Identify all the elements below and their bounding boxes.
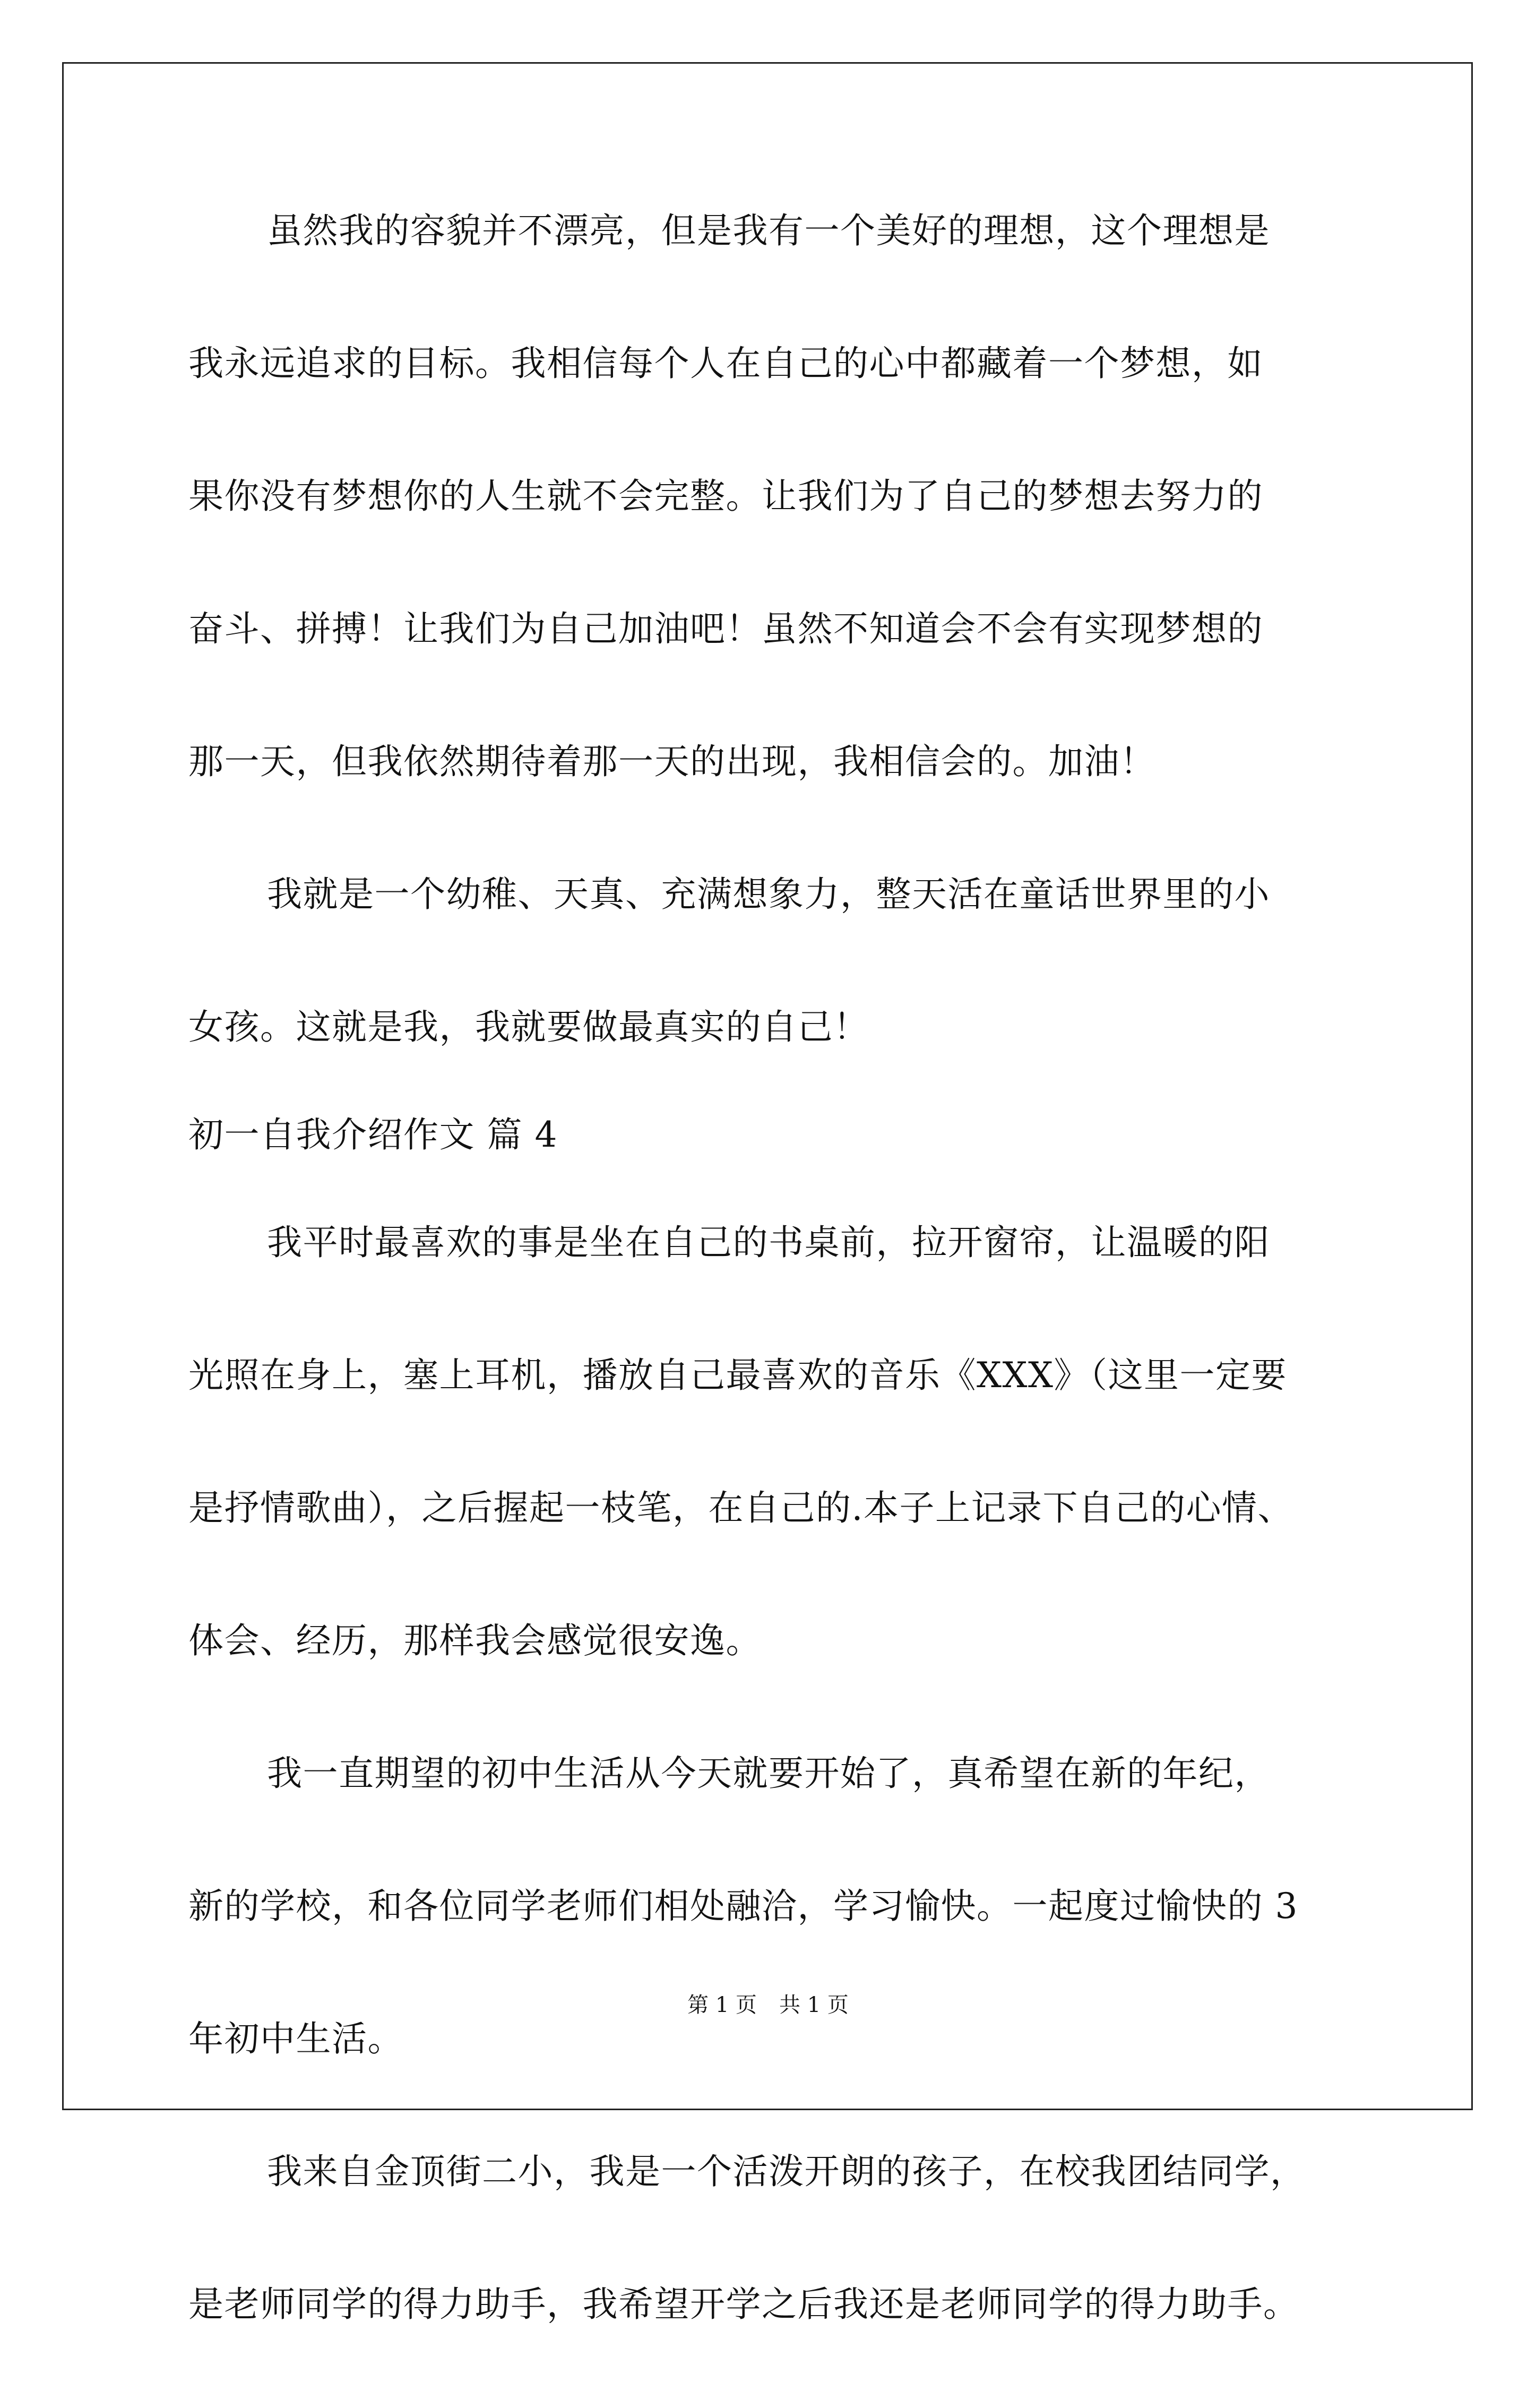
text-line: 光照在身上，塞上耳机，播放自己最喜欢的音乐《XXX》（这里一定要 (188, 1355, 1287, 1396)
section-heading: 初一自我介绍作文 篇 4 (188, 1114, 558, 1155)
text-line: 我平时最喜欢的事是坐在自己的书桌前，拉开窗帘，让温暖的阳 (267, 1222, 1270, 1263)
text-line: 奋斗、拼搏！让我们为自己加油吧！虽然不知道会不会有实现梦想的 (188, 608, 1263, 649)
page-total: 共 1 页 (779, 1993, 849, 2017)
text-line: 年初中生活。 (188, 2018, 403, 2059)
text-line: 是老师同学的得力助手，我希望开学之后我还是老师同学的得力助手。 (188, 2284, 1299, 2325)
page-footer (0, 1988, 1536, 2018)
text-line: 果你没有梦想你的人生就不会完整。让我们为了自己的梦想去努力的 (188, 476, 1263, 517)
text-line: 我来自金顶街二小，我是一个活泼开朗的孩子，在校我团结同学， (267, 2151, 1306, 2192)
text-line: 女孩。这就是我，我就要做最真实的自己！ (188, 1007, 869, 1047)
page-number: 第 1 页 (687, 1993, 757, 2017)
text-line: 我永远追求的目标。我相信每个人在自己的心中都藏着一个梦想，如 (188, 343, 1263, 384)
text-line: 我一直期望的初中生活从今天就要开始了，真希望在新的年纪， (267, 1753, 1270, 1794)
text-line: 新的学校，和各位同学老师们相处融洽，学习愉快。一起度过愉快的 3 (188, 1886, 1298, 1927)
document-body (188, 202, 1345, 2408)
text-line: 那一天，但我依然期待着那一天的出现，我相信会的。加油！ (188, 741, 1156, 782)
text-line: 是抒情歌曲），之后握起一枝笔，在自己的.本子上记录下自己的心情、 (188, 1487, 1293, 1528)
text-line: 体会、经历，那样我会感觉很安逸。 (188, 1620, 762, 1661)
text-line: 我就是一个幼稚、天真、充满想象力，整天活在童话世界里的小 (267, 874, 1270, 915)
text-line: 虽然我的容貌并不漂亮，但是我有一个美好的理想，这个理想是 (267, 210, 1270, 251)
